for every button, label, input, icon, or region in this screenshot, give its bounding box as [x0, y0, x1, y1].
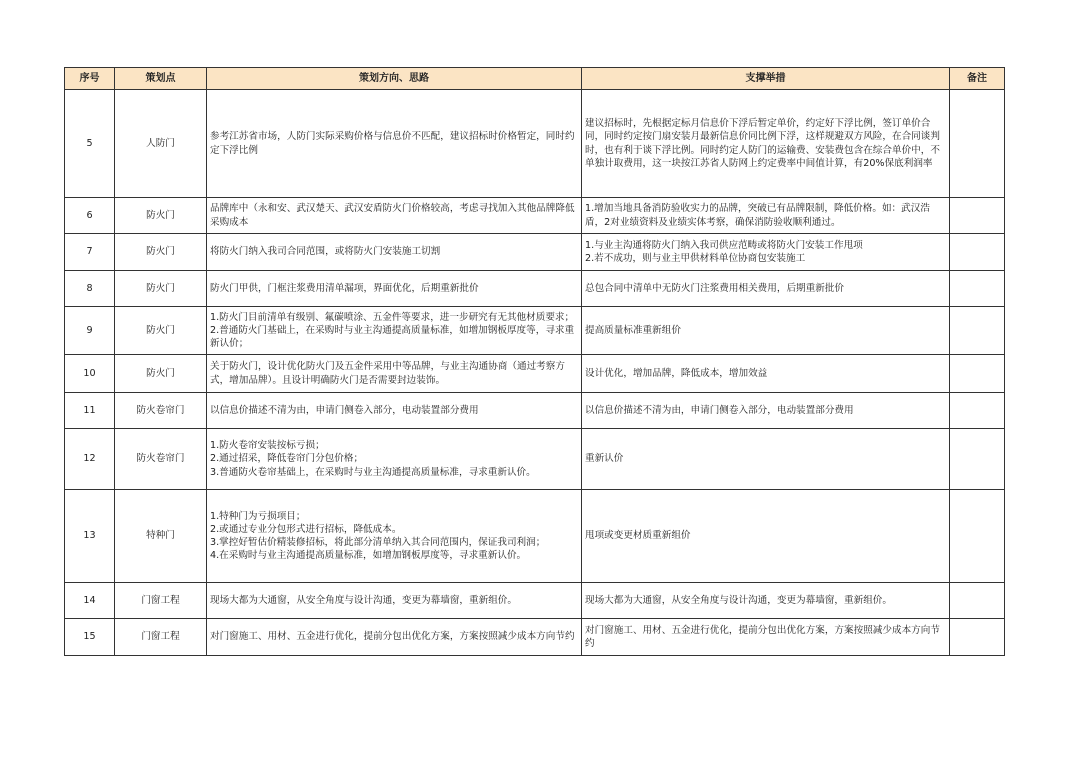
- row-support: 现场大都为大通窗，从安全角度与设计沟通，变更为幕墙窗，重新组价。: [582, 583, 950, 619]
- row-no: 7: [65, 234, 115, 271]
- row-no: 13: [65, 490, 115, 583]
- row-no: 11: [65, 393, 115, 429]
- row-support: 重新认价: [582, 429, 950, 490]
- row-support: 设计优化，增加品牌，降低成本，增加效益: [582, 355, 950, 393]
- row-no: 5: [65, 90, 115, 198]
- header-no: 序号: [65, 68, 115, 90]
- row-point: 防火卷帘门: [115, 429, 207, 490]
- table-row: [65, 429, 1005, 490]
- table-row: [65, 393, 1005, 429]
- row-support: 甩项或变更材质重新组价: [582, 490, 950, 583]
- row-no: 10: [65, 355, 115, 393]
- row-point: 防火门: [115, 355, 207, 393]
- table-row: [65, 307, 1005, 355]
- row-direction: 以信息价描述不清为由，申请门侧卷入部分，电动装置部分费用: [207, 393, 582, 429]
- row-no: 12: [65, 429, 115, 490]
- row-note: [950, 429, 1005, 490]
- planning-table: [64, 67, 1005, 656]
- row-point: 防火门: [115, 234, 207, 271]
- row-note: [950, 355, 1005, 393]
- row-support: 以信息价描述不清为由，申请门侧卷入部分，电动装置部分费用: [582, 393, 950, 429]
- header-point: 策划点: [115, 68, 207, 90]
- row-support: 对门窗施工、用材、五金进行优化，提前分包出优化方案，方案按照减少成本方向节约: [582, 619, 950, 656]
- header-support: 支撑举措: [582, 68, 950, 90]
- row-point: 防火门: [115, 198, 207, 234]
- row-no: 15: [65, 619, 115, 656]
- table-row: [65, 583, 1005, 619]
- row-point: 防火卷帘门: [115, 393, 207, 429]
- row-note: [950, 198, 1005, 234]
- row-note: [950, 393, 1005, 429]
- row-note: [950, 307, 1005, 355]
- row-direction: 将防火门纳入我司合同范围，或将防火门安装施工切割: [207, 234, 582, 271]
- row-note: [950, 490, 1005, 583]
- row-direction: 品牌库中（永和安、武汉楚天、武汉安盾防火门价格较高，考虑寻找加入其他品牌降低采购成本: [207, 198, 582, 234]
- row-point: 特种门: [115, 490, 207, 583]
- row-note: [950, 271, 1005, 307]
- row-point: 门窗工程: [115, 619, 207, 656]
- row-point: 防火门: [115, 307, 207, 355]
- row-support: 建议招标时，先根据定标月信息价下浮后暂定单价，约定好下浮比例，签订单价合同，同时约定按门扇安装月最新信息价同比例下浮，这样规避双方风险，在合同谈判时，也有利于谈下浮比例。同时约定人防门的运输费、安装费包含在综合单价中，不单独计取费用，这一块按江苏省人防网上约定费率中间值计算，有20%保底利润率: [582, 90, 950, 198]
- row-direction: 对门窗施工、用材、五金进行优化，提前分包出优化方案，方案按照减少成本方向节约: [207, 619, 582, 656]
- row-note: [950, 619, 1005, 656]
- table-row: [65, 234, 1005, 271]
- row-direction: 关于防火门，设计优化防火门及五金件采用中等品牌，与业主沟通协商（通过考察方式，增加品牌）。且设计明确防火门是否需要封边装饰。: [207, 355, 582, 393]
- row-direction: 现场大都为大通窗，从安全角度与设计沟通，变更为幕墙窗，重新组价。: [207, 583, 582, 619]
- table-row: [65, 619, 1005, 656]
- row-point: 人防门: [115, 90, 207, 198]
- row-support: 总包合同中清单中无防火门注浆费用相关费用，后期重新批价: [582, 271, 950, 307]
- table-row: [65, 90, 1005, 198]
- row-direction: 1.防火门目前清单有级别、氟碳喷涂、五金件等要求，进一步研究有无其他材质要求；2.普通防火门基础上，在采购时与业主沟通提高质量标准，如增加钢板厚度等，寻求重新认价；: [207, 307, 582, 355]
- row-note: [950, 583, 1005, 619]
- row-note: [950, 90, 1005, 198]
- row-point: 门窗工程: [115, 583, 207, 619]
- row-point: 防火门: [115, 271, 207, 307]
- table-row: [65, 355, 1005, 393]
- row-direction: 参考江苏省市场，人防门实际采购价格与信息价不匹配，建议招标时价格暂定，同时约定下浮比例: [207, 90, 582, 198]
- row-no: 14: [65, 583, 115, 619]
- table-row: [65, 490, 1005, 583]
- row-no: 9: [65, 307, 115, 355]
- table-row: [65, 271, 1005, 307]
- header-note: 备注: [950, 68, 1005, 90]
- row-no: 6: [65, 198, 115, 234]
- row-support: 1.增加当地具备消防验收实力的品牌，突破已有品牌限制，降低价格。如：武汉浩盾，2对业绩资料及业绩实体考察，确保消防验收顺利通过。: [582, 198, 950, 234]
- row-direction: 防火门甲供，门框注浆费用清单漏项，界面优化，后期重新批价: [207, 271, 582, 307]
- header-direction: 策划方向、思路: [207, 68, 582, 90]
- table-row: [65, 198, 1005, 234]
- row-no: 8: [65, 271, 115, 307]
- row-support: 1.与业主沟通将防火门纳入我司供应范畴或将防火门安装工作甩项 2.若不成功，则与业主甲供材料单位协商包安装施工: [582, 234, 950, 271]
- row-note: [950, 234, 1005, 271]
- header-row: [65, 68, 1005, 90]
- row-direction: 1.特种门为亏损项目； 2.或通过专业分包形式进行招标，降低成本。 3.掌控好暂估价精装修招标，将此部分清单纳入其合同范围内，保证我司利润； 4.在采购时与业主沟通提高质量标准，如增加钢板厚度等，寻求重新认价。: [207, 490, 582, 583]
- row-direction: 1.防火卷帘安装按标亏损； 2.通过招采，降低卷帘门分包价格； 3.普通防火卷帘基础上，在采购时与业主沟通提高质量标准，寻求重新认价。: [207, 429, 582, 490]
- row-support: 提高质量标准重新组价: [582, 307, 950, 355]
